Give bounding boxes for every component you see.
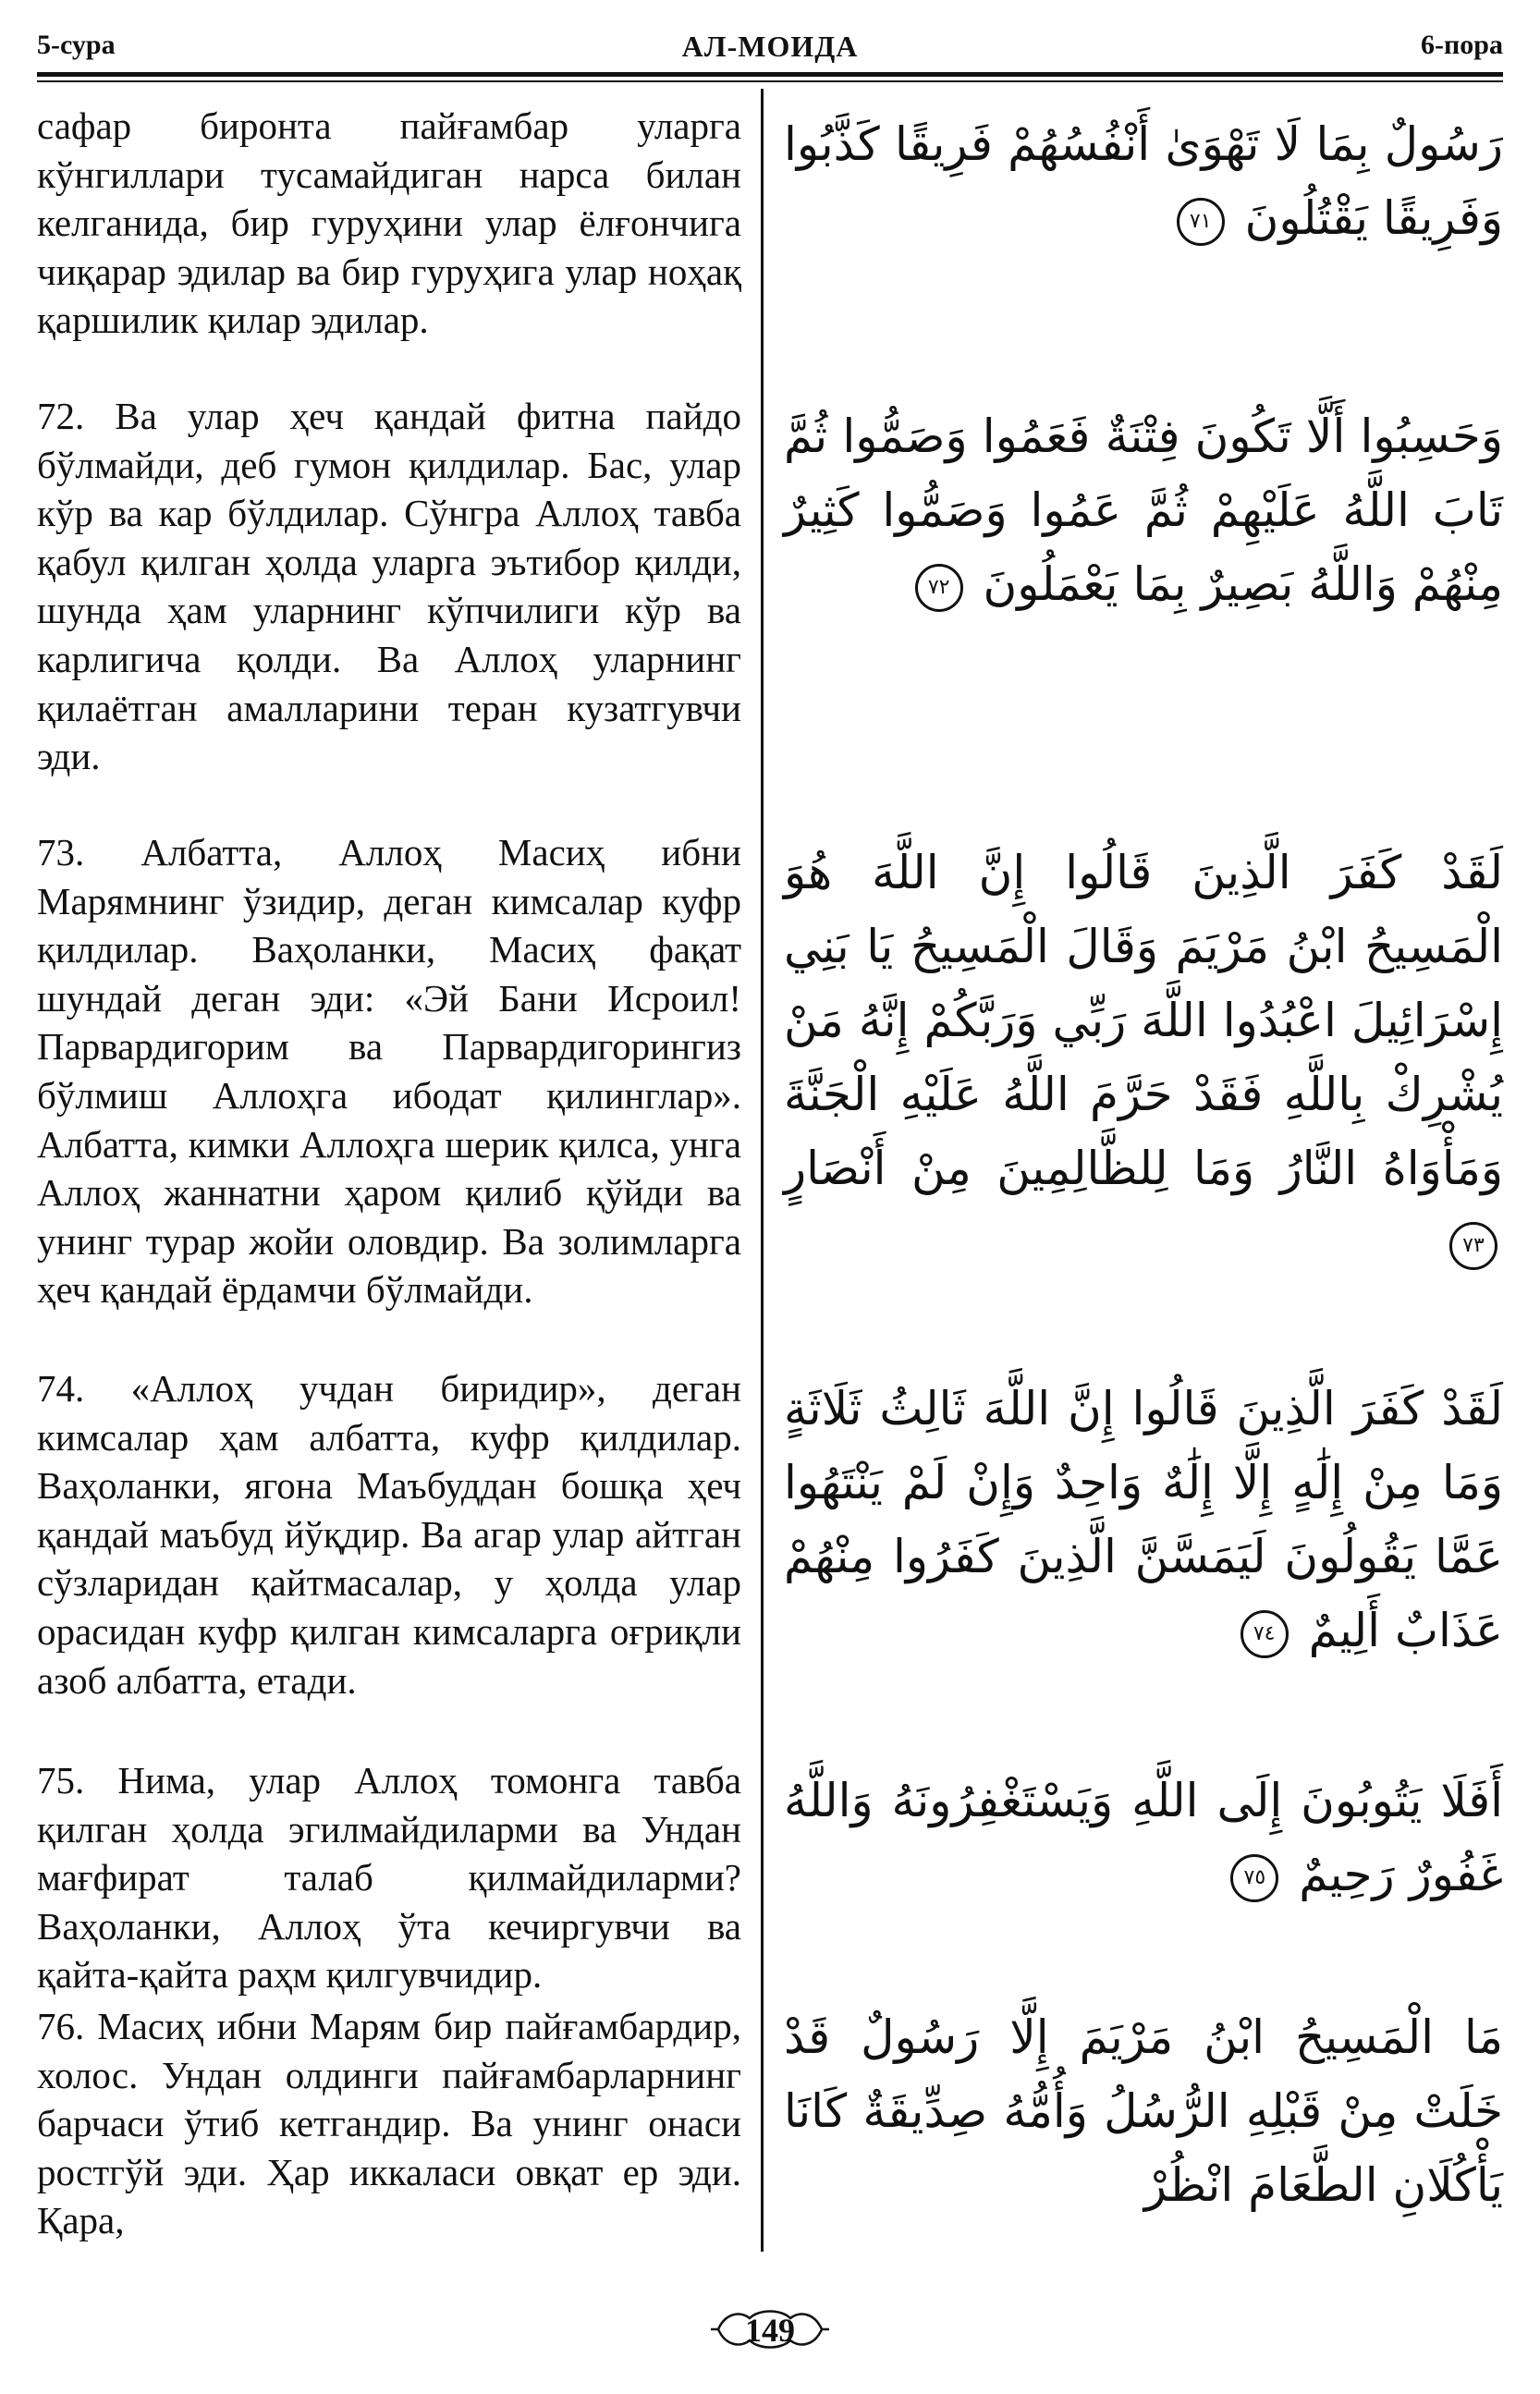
arabic-verse-text: وَحَسِبُوا أَلَّا تَكُونَ فِتْنَةٌ فَعَمُوا وَصَمُّوا ثُمَّ تَابَ اللَّهُ عَلَيْهِمْ ثُمَّ عَمُوا وَصَمُّوا كَثِيرٌ مِنْهُمْ وَاللَّهُ بَصِيرٌ بِمَا يَعْمَلُونَ — [784, 409, 1503, 611]
quran-page — [37, 22, 1503, 2370]
verse-number-marker: ٧٤ — [1241, 1610, 1289, 1658]
page-number: 149 — [745, 2312, 795, 2349]
arabic-verse-text: رَسُولٌ بِمَا لَا تَهْوَىٰ أَنْفُسُهُمْ فَرِيقًا كَذَّبُوا وَفَرِيقًا يَقْتُلُونَ — [784, 117, 1503, 245]
arabic-verse-73 — [784, 836, 1503, 1279]
translation-verse-72: 72. Ва улар ҳеч қандай фитна пайдо бўлмайди, деб гумон қилдилар. Бас, улар кўр ва кар бўлдилар. Сўнгра Аллоҳ тавба қабул қилган ҳолда уларга эътибор қилди, шунда ҳам уларнинг кўпчилиги кўр ва карлигича қолди. Ва Аллоҳ уларнинг қилаётган амалларини теран кузатгувчи эди. — [37, 395, 741, 778]
arabic-verse-72 — [784, 399, 1503, 621]
juz-number: 6-пора — [1421, 30, 1503, 60]
arabic-verse-76 — [784, 2000, 1503, 2222]
translation-verse-75: 75. Нима, улар Аллоҳ томонга тавба қилган ҳолда эгилмайдиларми ва Ундан мағфират талаб қилмайдиларми? Ваҳоланки, Аллоҳ ўта кечиргувчи ва қайта-қайта раҳм қилгувчидир. — [37, 1759, 741, 1997]
page-header — [37, 22, 1503, 70]
header-rule-thick — [37, 72, 1503, 77]
page-footer — [37, 2298, 1503, 2364]
page-number-ornament — [709, 2305, 831, 2353]
column-divider — [761, 89, 764, 2252]
surah-number: 5-сура — [37, 30, 116, 60]
translation-verse-73: 73. Албатта, Аллоҳ Масиҳ ибни Марямнинг ўзидир, деган кимсалар куфр қилдилар. Ваҳоланки, Масиҳ фақат шундай деган эди: «Эй Бани Исроил! Парвардигорим ва Парвардигорингиз бўлмиш Аллоҳга ибодат қилинглар». Албатта, кимки Аллоҳга шерик қилса, унга Аллоҳ жаннатни ҳаром қилиб қўйди ва унинг турар жойи оловдир. Ва золимларга ҳеч қандай ёрдамчи бўлмайди. — [37, 831, 741, 1312]
arabic-verse-text: مَا الْمَسِيحُ ابْنُ مَرْيَمَ إِلَّا رَسُولٌ قَدْ خَلَتْ مِنْ قَبْلِهِ الرُّسُلُ وَأُمُّهُ صِدِّيقَةٌ كَانَا يَأْكُلَانِ الطَّعَامَ انْظُرْ — [784, 2010, 1503, 2212]
arabic-verse-text: أَفَلَا يَتُوبُونَ إِلَى اللَّهِ وَيَسْتَغْفِرُونَهُ وَاللَّهُ غَفُورٌ رَحِيمٌ — [784, 1774, 1503, 1901]
arabic-verse-text: لَقَدْ كَفَرَ الَّذِينَ قَالُوا إِنَّ اللَّهَ هُوَ الْمَسِيحُ ابْنُ مَرْيَمَ وَقَالَ الْمَسِيحُ يَا بَنِي إِسْرَائِيلَ اعْبُدُوا اللَّهَ رَبِّي وَرَبَّكُمْ إِنَّهُ مَنْ يُشْرِكْ بِاللَّهِ فَقَدْ حَرَّمَ اللَّهُ عَلَيْهِ الْجَنَّةَ وَمَأْوَاهُ النَّارُ وَمَا لِلظَّالِمِينَ مِنْ أَنْصَارٍ — [784, 846, 1503, 1195]
translation-verse-74: 74. «Аллоҳ учдан биридир», деган кимсалар ҳам албатта, куфр қилдилар. Ваҳоланки, ягона Маъбуддан бошқа ҳеч қандай маъбуд йўқдир. Ва агар улар айтган сўзларидан қайтмасалар, у ҳолда улар орасидан куфр қилган кимсаларга оғриқли азоб албатта, етади. — [37, 1367, 741, 1702]
arabic-verse-75 — [784, 1764, 1503, 1912]
translation-verse-71: сафар биронта пайғамбар уларга кўнгиллари тусамайдиган нарса билан келганида, бир гуруҳини улар ёлғончига чиқарар эдилар ва бир гуруҳига улар ноҳақ қаршилик қилар эдилар. — [37, 104, 741, 342]
header-rule-thin — [37, 80, 1503, 82]
verse-number-marker: ٧٥ — [1230, 1854, 1278, 1902]
verse-number-marker: ٧٢ — [915, 564, 963, 612]
arabic-verse-74 — [784, 1372, 1503, 1667]
verse-number-marker: ٧١ — [1177, 198, 1225, 246]
arabic-verse-text: لَقَدْ كَفَرَ الَّذِينَ قَالُوا إِنَّ اللَّهَ ثَالِثُ ثَلَاثَةٍ وَمَا مِنْ إِلَٰهٍ إِلَّا إِلَٰهٌ وَاحِدٌ وَإِنْ لَمْ يَنْتَهُوا عَمَّا يَقُولُونَ لَيَمَسَّنَّ الَّذِينَ كَفَرُوا مِنْهُمْ عَذَابٌ أَلِيمٌ — [784, 1382, 1503, 1657]
translation-verse-76: 76. Масиҳ ибни Марям бир пайғамбардир, холос. Ундан олдинги пайғамбарларнинг барчаси ўтиб кетгандир. Ва унинг онаси ростгўй эди. Ҳар иккаласи овқат ер эди. Қара, — [37, 2005, 741, 2242]
verse-number-marker: ٧٣ — [1449, 1222, 1497, 1270]
arabic-verse-71 — [784, 107, 1503, 255]
surah-title: АЛ-МОИДА — [681, 30, 859, 63]
